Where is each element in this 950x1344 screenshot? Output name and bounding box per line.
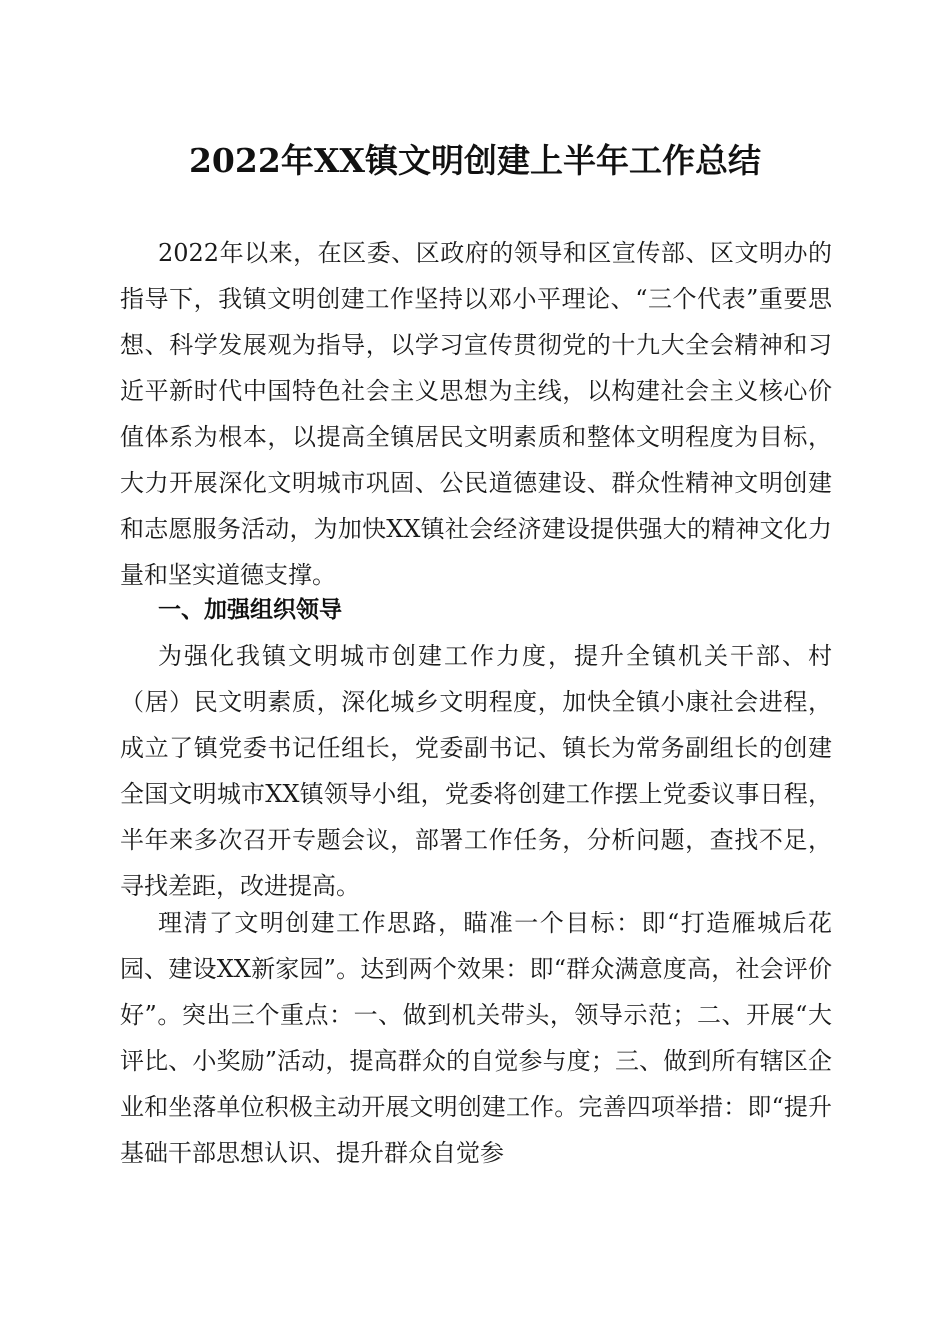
section-paragraph-1: 为强化我镇文明城市创建工作力度，提升全镇机关干部、村（居）民文明素质，深化城乡文明程度，加快全镇小康社会进程，成立了镇党委书记任组长，党委副书记、镇长为常务副组长的创建全国文明城市XX镇领导小组，党委将创建工作摆上党委议事日程，半年来多次召开专题会议，部署工作任务，分析问题，查找不足，寻找差距，改进提高。: [120, 642, 832, 900]
section-heading: 一、加强组织领导: [158, 597, 342, 623]
section-paragraph-2: 理清了文明创建工作思路，瞄准一个目标：即“打造雁城后花园、建设XX新家园”。达到两个效果：即“群众满意度高，社会评价好”。突出三个重点：一、做到机关带头，领导示范；二、开展“大评比、小奖励”活动，提高群众的自觉参与度；三、做到所有辖区企业和坐落单位积极主动开展文明创建工作。完善四项举措：即“提升基础干部思想认识、提升群众自觉参: [120, 909, 832, 1167]
intro-paragraph: 2022年以来，在区委、区政府的领导和区宣传部、区文明办的指导下，我镇文明创建工作坚持以邓小平理论、“三个代表”重要思想、科学发展观为指导，以学习宣传贯彻党的十九大全会精神和习近平新时代中国特色社会主义思想为主线，以构建社会主义核心价值体系为根本，以提高全镇居民文明素质和整体文明程度为目标，大力开展深化文明城市巩固、公民道德建设、群众性精神文明创建和志愿服务活动，为加快XX镇社会经济建设提供强大的精神文化力量和坚实道德支撑。: [120, 239, 832, 589]
document-title: 2022年XX镇文明创建上半年工作总结: [188, 141, 762, 180]
